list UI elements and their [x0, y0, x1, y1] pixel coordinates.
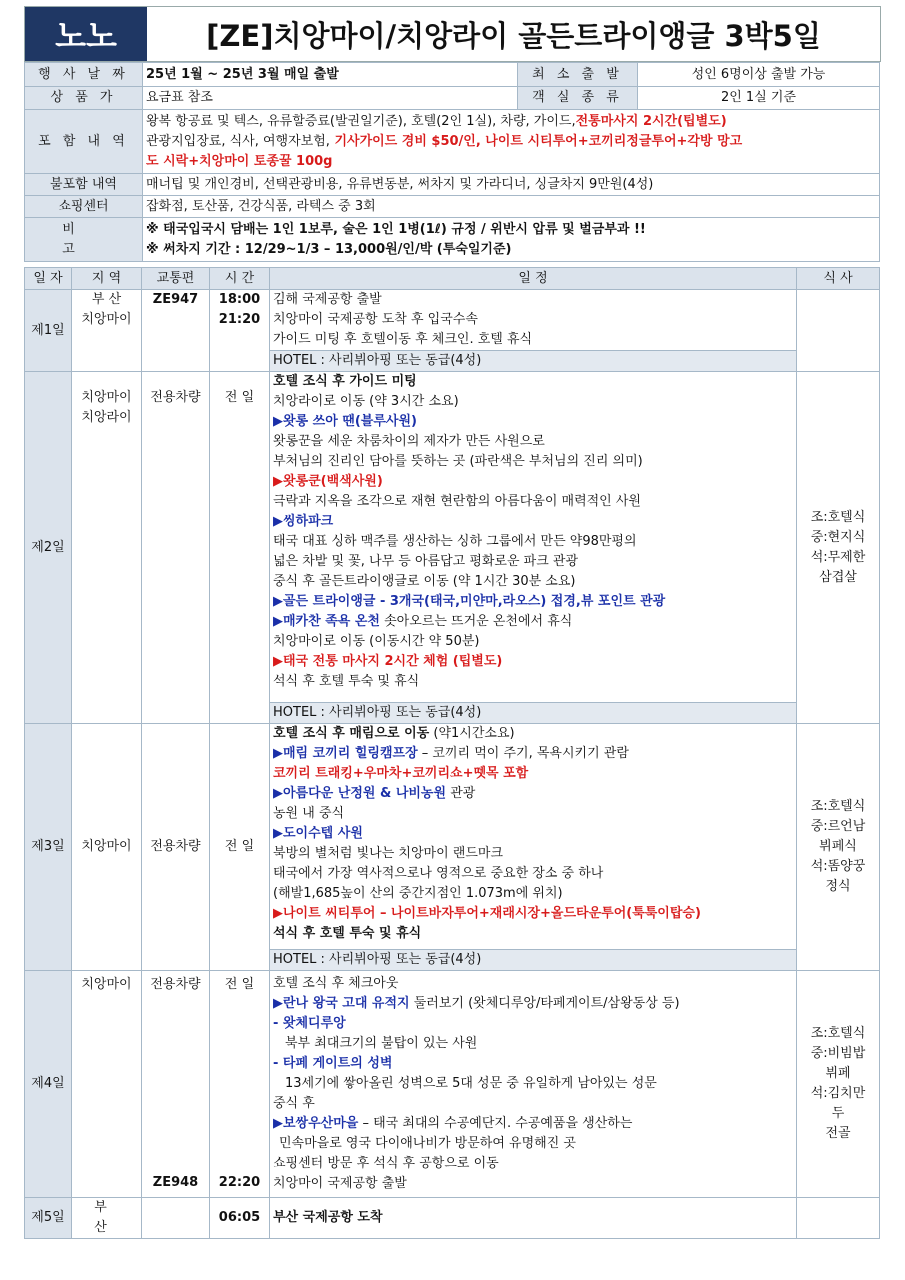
day-4-line: 둘러보기 (왓체디루앙/타페게이트/삼왕동상 등)	[409, 996, 680, 1011]
day-1-time	[210, 290, 270, 372]
day-1-schedule	[270, 290, 797, 351]
day-3-line: 호텔 조식 후 매림으로 이동	[273, 726, 430, 741]
day-3-meal-line: 중:르언남	[810, 819, 866, 834]
day-2-transport: 전용차량	[142, 372, 210, 724]
day-3-meal-line: 뷔페식	[819, 839, 857, 854]
day-3-line: ▶도이수텝 사원	[273, 826, 363, 841]
min-value: 성인 6명이상 출발 가능	[638, 63, 880, 87]
day-1-transport: ZE947	[142, 290, 210, 372]
day-4-meal-line: 뷔페	[825, 1066, 851, 1081]
day-2-line: 극락과 지옥을 조각으로 재현 현란함의 아름다움이 매력적인 사원	[273, 494, 641, 509]
day-4-line: ▶란나 왕국 고대 유적지	[273, 996, 410, 1011]
col-transport: 교통편	[142, 268, 210, 290]
shop-label: 쇼핑센터	[25, 196, 143, 218]
day-3-label: 제3일	[25, 724, 72, 971]
brand-logo: 노노	[25, 7, 147, 61]
day-4-line: 중식 후	[273, 1096, 315, 1111]
day-4-meal-line: 전골	[825, 1126, 851, 1141]
day-5-time: 06:05	[210, 1198, 270, 1239]
day-1-meal	[797, 290, 880, 372]
day-4-line: 쇼핑센터 방문 후 석식 후 공항으로 이동	[273, 1156, 499, 1171]
info-table	[24, 62, 880, 262]
day-2-line: ▶태국 전통 마사지 2시간 체험 (팁별도)	[273, 654, 503, 669]
incl-text-b: 전통마사지 2시간(팁별도)	[575, 113, 727, 129]
day-3-hotel: HOTEL : 사리뷔아핑 또는 동급(4성)	[270, 950, 797, 971]
day-4-transport-1: 전용차량	[150, 977, 201, 992]
day-3-line: ▶매림 코끼리 힐링캠프장	[273, 746, 418, 761]
shop-value: 잡화점, 토산품, 건강식품, 라텍스 중 3회	[143, 196, 880, 218]
day-2-line: ▶씽하파크	[273, 514, 334, 529]
day-2-line: 왓롱꾼을 세운 차룸차이의 제자가 만든 사원으로	[273, 434, 545, 449]
room-label: 객 실 종 류	[518, 87, 638, 110]
day-3-meal	[797, 724, 880, 971]
day-2-line: 치앙라이로 이동 (약 3시간 소요)	[273, 394, 459, 409]
day-4-line: ▶보쌍우산마을	[273, 1116, 359, 1131]
day-2-time: 전 일	[210, 372, 270, 724]
day-4-meal-line: 두	[831, 1106, 845, 1121]
incl-text-e: 도 시락+치앙마이 토종꿀 100g	[146, 153, 333, 169]
schedule-table	[24, 267, 880, 1239]
note-line-2: ※ 써차지 기간 : 12/29~1/3 – 13,000원/인/박 (투숙일기준)	[146, 241, 512, 257]
day-3-line: ▶나이트 씨티투어 – 나이트바자투어+재래시장+올드타운투어(툭툭이탑승)	[273, 906, 701, 921]
excl-label: 불포함 내역	[25, 174, 143, 196]
day-4-transport-2: ZE948	[152, 1175, 199, 1190]
day-3-time: 전 일	[210, 724, 270, 971]
day-4-line: 호텔 조식 후 체크아웃	[273, 976, 399, 991]
day-1-region	[72, 290, 142, 372]
day-2-line: 솟아오르는 뜨거운 온천에서 휴식	[379, 614, 573, 629]
period-value: 25년 1월 ~ 25년 3월 매일 출발	[143, 63, 518, 87]
day-2-line: ▶매카찬 족욕 온천	[273, 614, 380, 629]
day-3-transport: 전용차량	[142, 724, 210, 971]
incl-text-c: 관광지입장료, 식사, 여행자보험,	[146, 133, 330, 149]
day-5-region: 부 산	[72, 1198, 142, 1239]
day-3-line: 농원 내 중식	[273, 806, 345, 821]
day-4-line: - 왓체디루앙	[273, 1016, 346, 1031]
day-4-meal-line: 중:비빔밥	[810, 1046, 866, 1061]
day-2-line: 부처님의 진리인 담아를 뜻하는 곳 (파란색은 부처님의 진리 의미)	[273, 454, 643, 469]
day-3-line: 관광	[446, 786, 476, 801]
day-4-time	[210, 971, 270, 1198]
price-value: 요금표 참조	[143, 87, 518, 110]
day-1-line: 가이드 미팅 후 호텔이동 후 체크인. 호텔 휴식	[273, 332, 533, 347]
note-value	[143, 218, 880, 262]
day-2-schedule	[270, 372, 797, 703]
incl-label: 포 함 내 역	[25, 110, 143, 174]
incl-text-a: 왕복 항공료 및 텍스, 유류할증료(발권일기준), 호텔(2인 1실), 차량, 가이드,	[146, 113, 576, 129]
day-2-line: ▶왓롱쿤(백색사원)	[273, 474, 383, 489]
day-2-line: 치앙마이로 이동 (이동시간 약 50분)	[273, 634, 480, 649]
day-2-line: ▶골든 트라이앵글 - 3개국(태국,미얀마,라오스) 접경,뷰 포인트 관광	[273, 594, 666, 609]
day-2-meal	[797, 372, 880, 724]
day-2-line: 중식 후 골든트라이앵글로 이동 (약 1시간 30분 소요)	[273, 574, 576, 589]
day-4-line: - 타페 게이트의 성벽	[273, 1056, 393, 1071]
day-2-hotel: HOTEL : 사리뷔아핑 또는 동급(4성)	[270, 703, 797, 724]
day-4-line: 민속마을로 영국 다이애나비가 방문하여 유명해진 곳	[279, 1136, 576, 1151]
day-3-line: 석식 후 호텔 투숙 및 휴식	[273, 926, 422, 941]
day-1-region-2: 치앙마이	[81, 312, 132, 327]
note-label: 비 고	[25, 218, 143, 262]
day-3-line: (약1시간소요)	[429, 726, 515, 741]
day-1-time-1: 18:00	[218, 292, 261, 307]
day-5-label: 제5일	[25, 1198, 72, 1239]
day-2-region	[72, 372, 142, 724]
day-3-meal-line: 석:똠양꿍	[810, 859, 866, 874]
day-3-line: (해발1,685높이 산의 중간지점인 1.073m에 위치)	[273, 886, 563, 901]
day-2-meal-line: 조:호텔식	[810, 509, 866, 525]
excl-value: 매너팁 및 개인경비, 선택관광비용, 유류변동분, 써차지 및 가라디너, 싱글차지 9만원(4성)	[143, 174, 880, 196]
day-4-transport	[142, 971, 210, 1198]
day-1-hotel: HOTEL : 사리뷔아핑 또는 동급(4성)	[270, 351, 797, 372]
header-bar	[24, 6, 881, 62]
day-1-line: 김해 국제공항 출발	[273, 292, 382, 307]
day-4-line: 북부 최대크기의 불탑이 있는 사원	[285, 1036, 478, 1051]
day-1-label: 제1일	[25, 290, 72, 372]
day-4-label: 제4일	[25, 971, 72, 1198]
day-1-line: 치앙마이 국제공항 도착 후 입국수속	[273, 312, 478, 327]
day-3-line: 태국에서 가장 역사적으로나 영적으로 중요한 장소 중 하나	[273, 866, 604, 881]
col-time: 시 간	[210, 268, 270, 290]
incl-text-d: 기사가이드 경비 $50/인, 나이트 시티투어+코끼리정글투어+각방 망고	[329, 133, 743, 149]
day-4-meal-line: 석:김치만	[810, 1086, 866, 1101]
day-2-meal-line: 석:무제한	[810, 549, 866, 565]
day-4-time-1: 전 일	[224, 977, 255, 992]
day-4-line: – 태국 최대의 수공예단지. 수공예품을 생산하는	[358, 1116, 633, 1131]
day-3-line: 코끼리 트래킹+우마차+코끼리쇼+뗏목 포함	[273, 766, 529, 781]
day-5-transport	[142, 1198, 210, 1239]
day-4-region: 치앙마이	[72, 971, 142, 1198]
day-1-time-2: 21:20	[218, 312, 261, 327]
day-2-line: 넓은 차밭 및 꽃, 나무 등 아름답고 평화로운 파크 관광	[273, 554, 579, 569]
day-4-time-2: 22:20	[218, 1175, 261, 1190]
day-4-meal-line: 조:호텔식	[810, 1026, 866, 1041]
col-region: 지 역	[72, 268, 142, 290]
day-3-line: – 코끼리 먹이 주기, 목욕시키기 관람	[417, 746, 629, 761]
incl-value	[143, 110, 880, 174]
day-3-line: 북방의 별처럼 빛나는 치앙마이 랜드마크	[273, 846, 504, 861]
day-4-schedule	[270, 971, 797, 1198]
day-2-line: ▶왓롱 쓰아 땐(블루사원)	[273, 414, 417, 429]
day-1-region-1: 부 산	[91, 292, 122, 307]
day-3-schedule	[270, 724, 797, 950]
day-3-line: ▶아름다운 난정원 & 나비농원	[273, 786, 447, 801]
price-label: 상 품 가	[25, 87, 143, 110]
day-3-region: 치앙마이	[72, 724, 142, 971]
period-label: 행 사 날 짜	[25, 63, 143, 87]
day-2-region-2: 치앙라이	[81, 410, 132, 425]
day-2-line: 호텔 조식 후 가이드 미팅	[273, 374, 417, 389]
min-label: 최 소 출 발	[518, 63, 638, 87]
day-5-schedule: 부산 국제공항 도착	[270, 1198, 797, 1239]
day-2-label: 제2일	[25, 372, 72, 724]
day-5-meal	[797, 1198, 880, 1239]
col-day: 일 자	[25, 268, 72, 290]
day-2-line: 석식 후 호텔 투숙 및 휴식	[273, 674, 420, 689]
day-3-meal-line: 조:호텔식	[810, 799, 866, 814]
page-title: [ZE]치앙마이/치앙라이 골든트라이앵글 3박5일	[206, 18, 821, 53]
room-value: 2인 1실 기준	[638, 87, 880, 110]
day-3-meal-line: 정식	[825, 879, 851, 894]
col-schedule: 일 정	[270, 268, 797, 290]
day-4-meal	[797, 971, 880, 1198]
note-line-1: ※ 태국입국시 담배는 1인 1보루, 술은 1인 1병(1ℓ) 규정 / 위반시 압류 및 벌금부과 !!	[146, 221, 646, 237]
day-4-line: 치앙마이 국제공항 출발	[273, 1176, 407, 1191]
day-4-line: 13세기에 쌓아올린 성벽으로 5대 성문 중 유일하게 남아있는 성문	[285, 1076, 657, 1091]
day-2-meal-line: 중:현지식	[810, 529, 866, 545]
col-meal: 식 사	[797, 268, 880, 290]
day-2-region-1: 치앙마이	[81, 390, 132, 405]
day-2-meal-line: 삼겹살	[819, 569, 857, 585]
day-2-line: 태국 대표 싱하 맥주를 생산하는 싱하 그룹에서 만든 약98만평의	[273, 534, 637, 549]
